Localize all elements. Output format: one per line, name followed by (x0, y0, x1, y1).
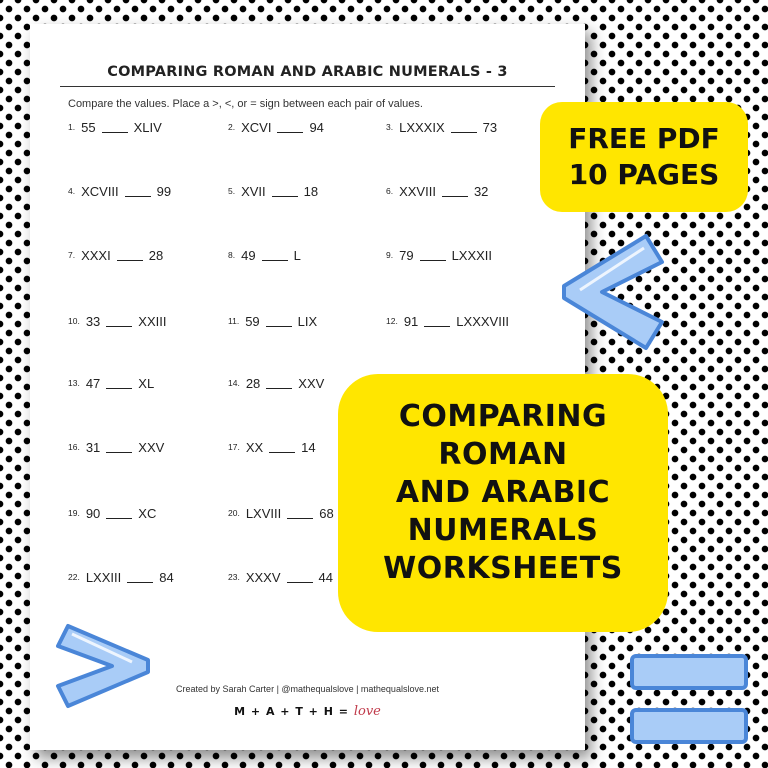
problem-item (386, 248, 492, 263)
problem-item (228, 570, 333, 585)
problem-left-value: 33 (85, 314, 101, 329)
answer-blank (262, 260, 288, 261)
answer-blank (102, 132, 128, 133)
problem-left-value: 55 (81, 120, 96, 135)
answer-blank (420, 260, 446, 261)
problem-item (228, 376, 324, 391)
problem-item (68, 120, 162, 135)
answer-blank (442, 196, 468, 197)
answer-blank (266, 326, 292, 327)
problem-right-value: XC (138, 506, 157, 521)
worksheet-credit: Created by Sarah Carter | @mathequalslove | mathequalslove.net (176, 684, 439, 694)
worksheet-instructions: Compare the values. Place a >, <, or = sign between each pair of values. (68, 98, 423, 110)
problem-item (68, 184, 171, 199)
problem-number: 20. (228, 508, 240, 518)
problem-left-value: XX (245, 440, 264, 455)
equals-symbol-icon (628, 652, 750, 748)
problem-item (228, 184, 318, 199)
problem-number: 13. (68, 378, 80, 388)
answer-blank (125, 196, 151, 197)
badge-pdf-line2: 10 PAGES (568, 158, 720, 191)
answer-blank (106, 518, 132, 519)
problem-number: 4. (68, 186, 76, 196)
problem-right-value: LIX (297, 314, 318, 329)
problem-right-value: 18 (303, 184, 319, 199)
greater-than-symbol-icon (54, 620, 154, 712)
problem-left-value: XCVIII (81, 184, 119, 199)
problem-left-value: 31 (85, 440, 101, 455)
free-pdf-badge (540, 102, 748, 212)
problem-item (386, 120, 497, 135)
answer-blank (287, 582, 313, 583)
answer-blank (272, 196, 298, 197)
answer-blank (266, 388, 292, 389)
problem-item (68, 248, 163, 263)
problem-left-value: 91 (403, 314, 419, 329)
problem-left-value: LXXIII (85, 570, 122, 585)
problem-item (68, 314, 166, 329)
problem-right-value: 73 (482, 120, 498, 135)
problem-right-value: XLIV (133, 120, 162, 135)
problem-right-value: LXXXVIII (456, 314, 510, 329)
problem-number: 14. (228, 378, 240, 388)
badge-title-line4: NUMERALS (407, 513, 599, 548)
problem-number: 16. (68, 442, 80, 452)
problem-number: 23. (228, 572, 240, 582)
answer-blank (424, 326, 450, 327)
problem-number: 12. (386, 316, 398, 326)
problem-number: 6. (386, 186, 394, 196)
problem-number: 7. (68, 250, 76, 260)
answer-blank (106, 388, 132, 389)
problem-right-value: 44 (318, 570, 333, 585)
problem-item (386, 314, 509, 329)
problem-right-value: 28 (148, 248, 164, 263)
problem-right-value: XXIII (138, 314, 167, 329)
problem-left-value: 49 (241, 248, 256, 263)
problem-left-value: LXXXIX (399, 120, 445, 135)
problem-right-value: 84 (159, 570, 174, 585)
answer-blank (269, 452, 295, 453)
problem-number: 8. (228, 250, 236, 260)
answer-blank (117, 260, 143, 261)
badge-title-line3: AND ARABIC (395, 475, 611, 510)
problem-right-value: 99 (156, 184, 172, 199)
problem-item (228, 248, 301, 263)
problem-right-value: LXXXII (451, 248, 493, 263)
problem-left-value: LXVIII (245, 506, 282, 521)
answer-blank (451, 132, 477, 133)
problem-item (228, 120, 324, 135)
badge-title-line2: ROMAN (438, 437, 568, 472)
problem-item (68, 506, 156, 521)
answer-blank (287, 518, 313, 519)
badge-title-line1: COMPARING (398, 399, 608, 434)
problem-item (68, 376, 154, 391)
problem-item (228, 314, 317, 329)
problem-right-value: 94 (309, 120, 324, 135)
less-than-symbol-icon (558, 228, 668, 356)
problem-right-value: 14 (301, 440, 316, 455)
problem-number: 5. (228, 186, 236, 196)
answer-blank (277, 132, 303, 133)
problem-right-value: XXV (138, 440, 165, 455)
problem-left-value: XXXV (245, 570, 281, 585)
problem-number: 11. (228, 316, 240, 326)
problem-right-value: XL (138, 376, 155, 391)
problem-number: 17. (228, 442, 240, 452)
problem-left-value: 28 (245, 376, 261, 391)
answer-blank (127, 582, 153, 583)
brand-love-script: love (353, 704, 381, 719)
worksheet-title: COMPARING ROMAN AND ARABIC NUMERALS - 3 (107, 64, 508, 80)
badge-title-line5: WORKSHEETS (383, 551, 623, 586)
problem-right-value: L (293, 248, 301, 263)
problem-left-value: XXVIII (399, 184, 436, 199)
problem-number: 22. (68, 572, 80, 582)
problem-right-value: 68 (319, 506, 334, 521)
problem-right-value: 32 (473, 184, 489, 199)
problem-item (68, 440, 164, 455)
problem-right-value: XXV (298, 376, 325, 391)
problem-left-value: XVII (241, 184, 266, 199)
problem-item (68, 570, 174, 585)
problem-number: 1. (68, 122, 76, 132)
problem-left-value: 47 (85, 376, 101, 391)
problem-left-value: 90 (85, 506, 101, 521)
problem-item (228, 440, 316, 455)
title-divider (60, 86, 555, 87)
problem-left-value: 59 (245, 314, 260, 329)
problem-item (386, 184, 488, 199)
badge-pdf-line1: FREE PDF (568, 122, 720, 155)
problem-item (228, 506, 334, 521)
problem-number: 9. (386, 250, 394, 260)
problem-number: 2. (228, 122, 236, 132)
problem-number: 3. (386, 122, 394, 132)
answer-blank (106, 326, 132, 327)
problem-left-value: 79 (399, 248, 414, 263)
title-badge (338, 374, 668, 632)
brand-text: M + A + T + H = (234, 705, 349, 718)
problem-number: 19. (68, 508, 80, 518)
problem-left-value: XXXI (81, 248, 111, 263)
problem-left-value: XCVI (241, 120, 272, 135)
answer-blank (106, 452, 132, 453)
problem-number: 10. (68, 316, 80, 326)
